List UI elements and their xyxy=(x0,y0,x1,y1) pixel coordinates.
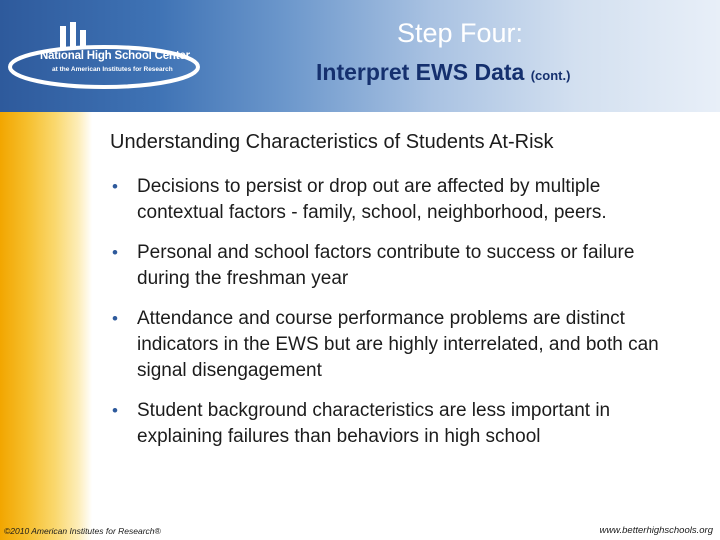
bullet-item xyxy=(112,398,692,450)
slide-title-suffix: (cont.) xyxy=(530,68,571,83)
bullet-text: Attendance and course performance problems are distinct indicators in the EWS but are highly interrelated, and both can signal disengagement xyxy=(137,308,659,381)
left-accent-band xyxy=(0,112,92,540)
bullet-item xyxy=(112,174,692,226)
bullet-icon: • xyxy=(112,243,118,262)
bullet-icon: • xyxy=(112,177,118,196)
slide-title-line2 xyxy=(316,59,570,86)
bullet-icon: • xyxy=(112,401,118,420)
bullet-text: Student background characteristics are less important in explaining failures than behaviors in high school xyxy=(137,400,611,447)
logo-subtitle: at the American Institutes for Research xyxy=(52,66,173,73)
bullet-item xyxy=(112,306,692,384)
bullet-icon: • xyxy=(112,309,118,328)
slide-subtitle: Understanding Characteristics of Students At-Risk xyxy=(110,131,554,153)
bullet-text: Personal and school factors contribute to success or failure during the freshman year xyxy=(137,242,635,289)
bullet-item xyxy=(112,240,692,292)
logo-name: National High School Center xyxy=(40,50,190,62)
bullet-list xyxy=(112,174,692,464)
slide-title-main: Interpret EWS Data xyxy=(316,59,525,85)
national-high-school-center-logo xyxy=(6,20,202,90)
footer-copyright: ©2010 American Institutes for Research® xyxy=(4,526,161,536)
slide-title-line1: Step Four: xyxy=(396,18,524,48)
bullet-text: Decisions to persist or drop out are affected by multiple contextual factors - family, school, neighborhood, peers. xyxy=(137,176,607,223)
footer-url: www.betterhighschools.org xyxy=(599,525,713,536)
